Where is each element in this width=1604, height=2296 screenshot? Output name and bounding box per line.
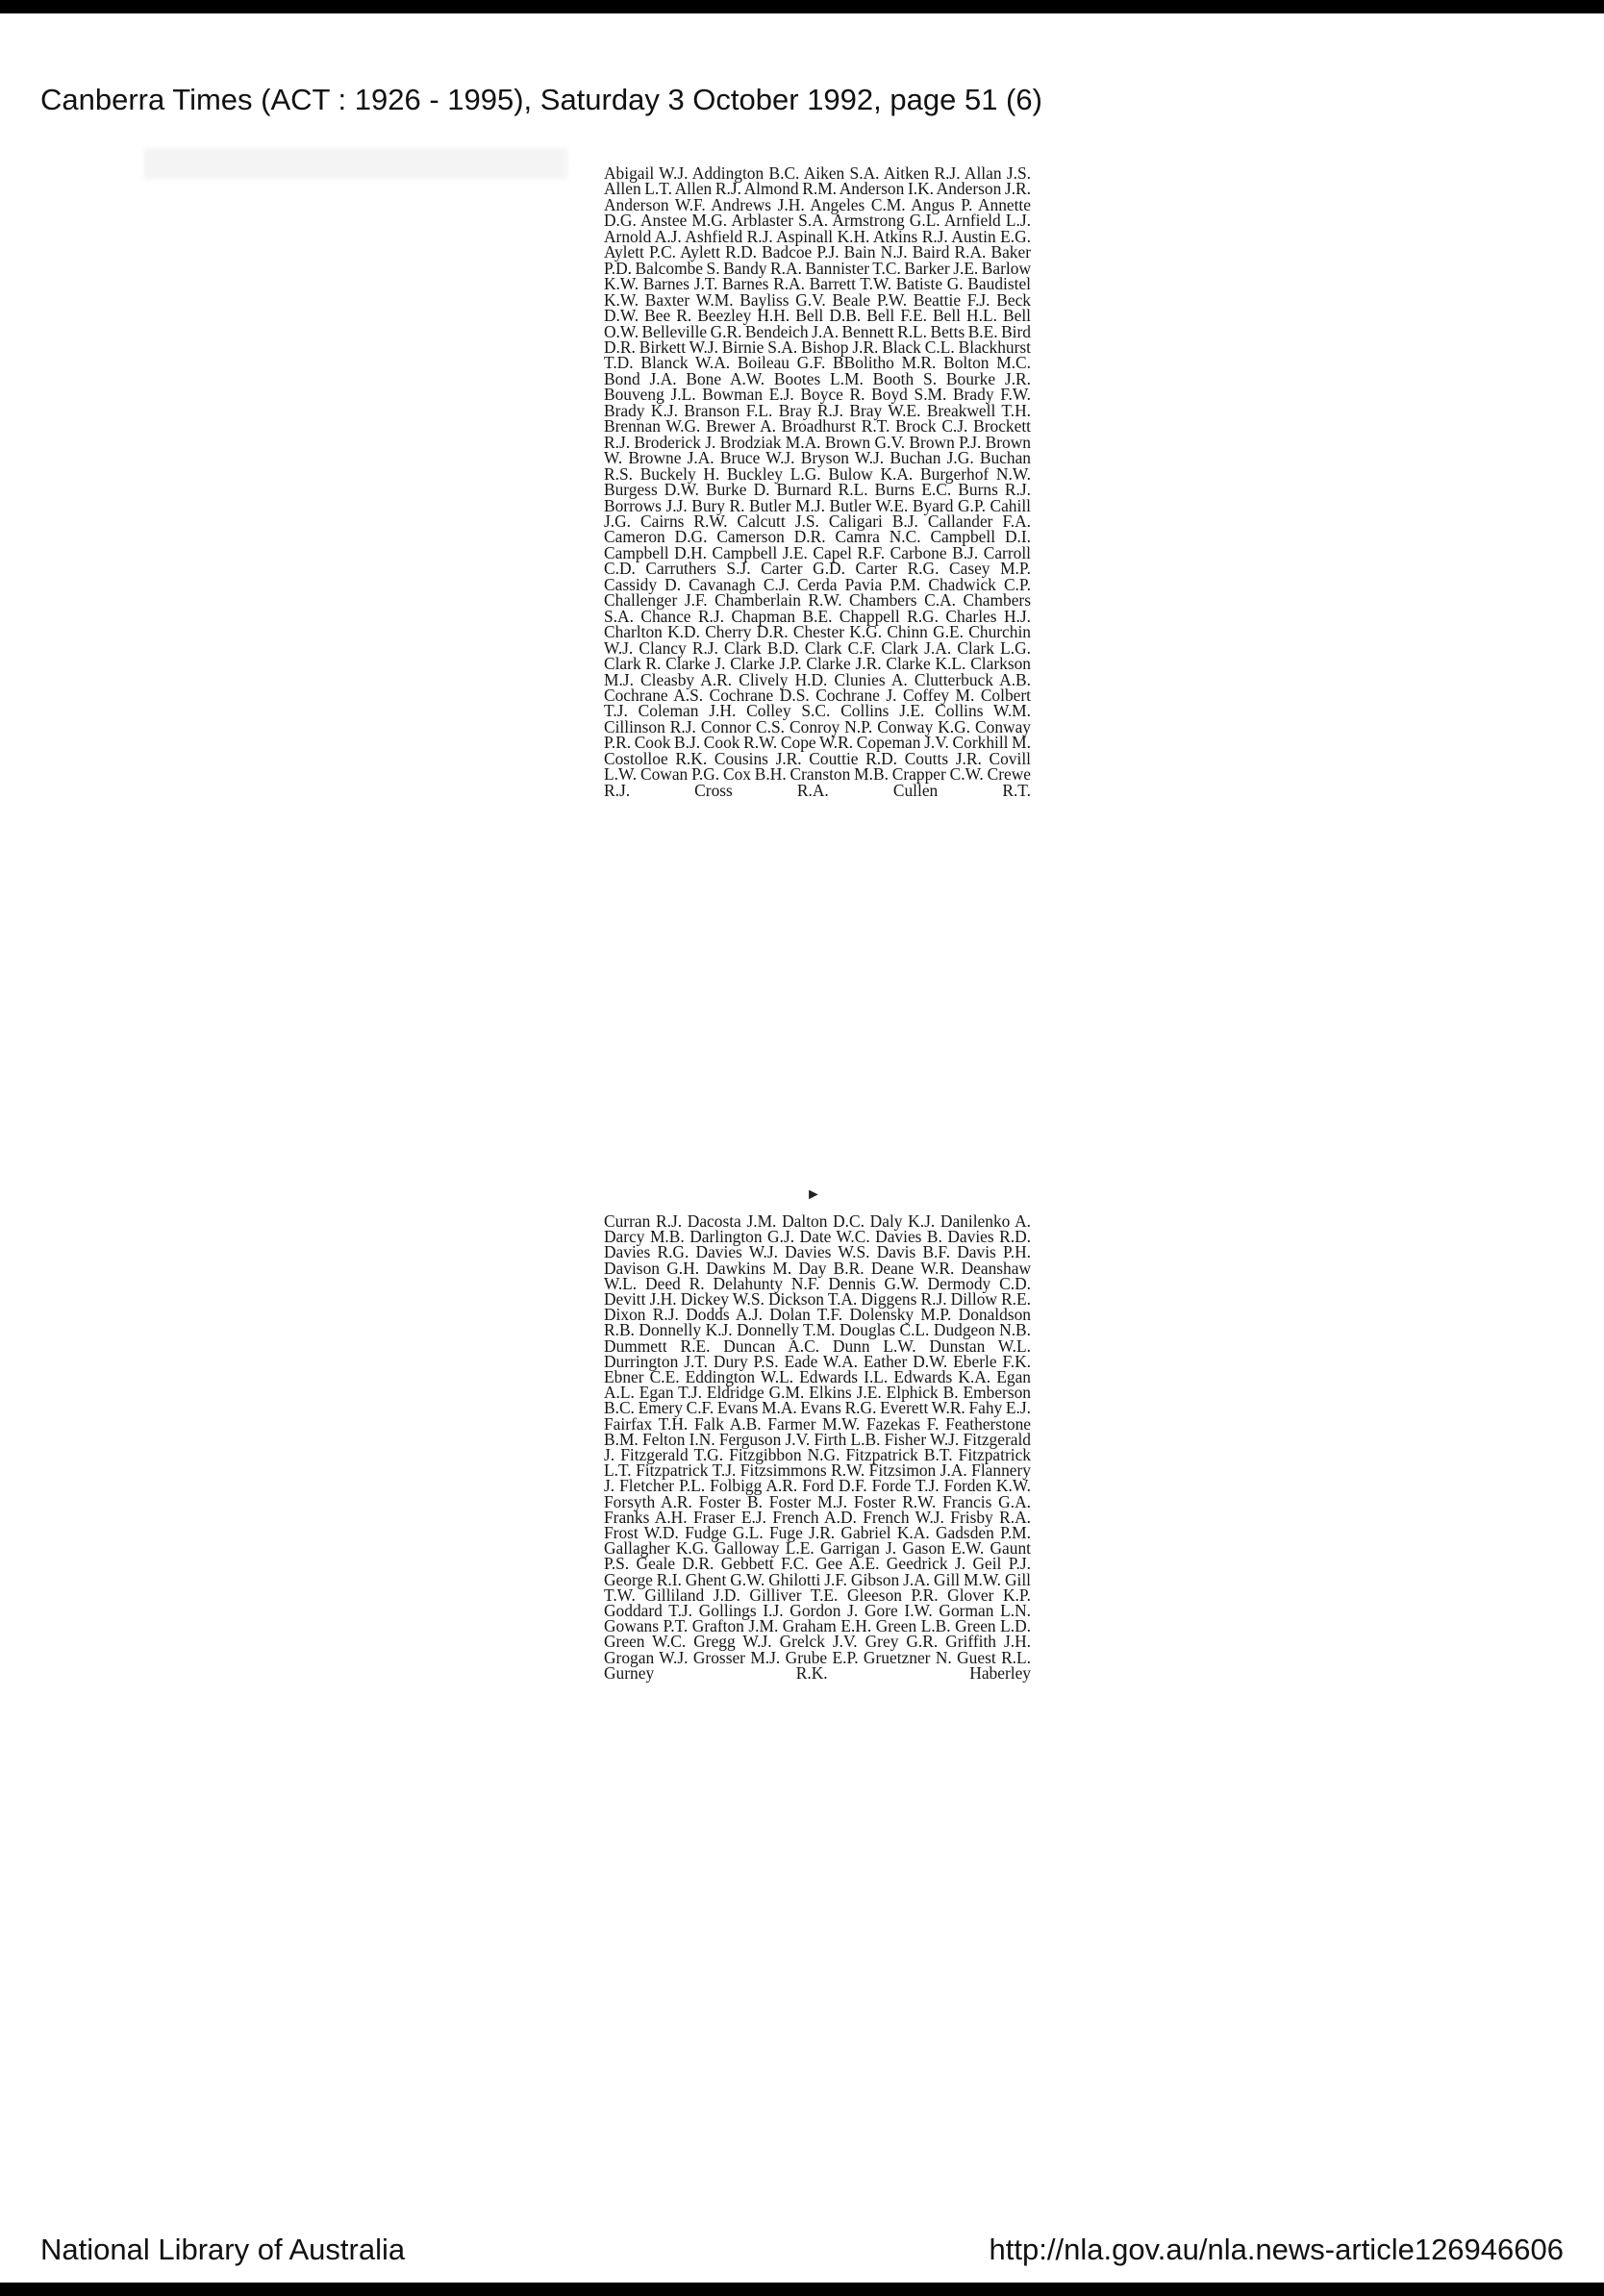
- scan-artifact: [144, 148, 567, 179]
- name-list-column-2: Curran R.J. Dacosta J.M. Dalton D.C. Daly K.J. Danilenko A. Darcy M.B. Darlington G.J. Date W.C. Davies B. Davies R.D. Davies R.G. Davies W.J. Davies W.S. Davis B.F. Davis P.H. Davison G.H. Dawkins M. Day B.R. Deane W.R. Deanshaw W.L. Deed R. Delahunty N.F. Dennis G.W. Dermody C.D. Devitt J.H. Dickey W.S. Dickson T.A. Diggens R.J. Dillow R.E. Dixon R.J. Dodds A.J. Dolan T.F. Dolensky M.P. Donaldson R.B. Donnelly K.J. Donnelly T.M. Douglas C.L. Dudgeon N.B. Dummett R.E. Duncan A.C. Dunn L.W. Dunstan W.L. Durrington J.T. Dury P.S. Eade W.A. Eather D.W. Eberle F.K. Ebner C.E. Eddington W.L. Edwards I.L. Edwards K.A. Egan A.L. Egan T.J. Eldridge G.M. Elkins J.E. Elphick B. Emberson B.C. Emery C.F. Evans M.A. Evans R.G. Everett W.R. Fahy E.J. Fairfax T.H. Falk A.B. Farmer M.W. Fazekas F. Featherstone B.M. Felton I.N. Ferguson J.V. Firth L.B. Fisher W.J. Fitzgerald J. Fitzgerald T.G. Fitzgibbon N.G. Fitzpatrick B.T. Fitzpatrick L.T. Fitzpatrick T.J. Fitzsimmons R.W. Fitzsimon J.A. Flannery J. Fletcher P.L. Folbigg A.R. Ford D.F. Forde T.J. Forden K.W. Forsyth A.R. Foster B. Foster M.J. Foster R.W. Francis G.A. Franks A.H. Fraser E.J. French A.D. French W.J. Frisby R.A. Frost W.D. Fudge G.L. Fuge J.R. Gabriel K.A. Gadsden P.M. Gallagher K.G. Galloway L.E. Garrigan J. Gason E.W. Gaunt P.S. Geale D.R. Gebbett F.C. Gee A.E. Geedrick J. Geil P.J. George R.I. Ghent G.W. Ghilotti J.F. Gibson J.A. Gill M.W. Gill T.W. Gilliland J.D. Gilliver T.E. Gleeson P.R. Glover K.P. Goddard T.J. Gollings I.J. Gordon J. Gore I.W. Gorman L.N. Gowans P.T. Grafton J.M. Graham E.H. Green L.B. Green L.D. Green W.C. Gregg W.J. Grelck J.V. Grey G.R. Griffith J.H. Grogan W.J. Grosser M.J. Grube E.P. Gruetzner N. Guest R.L. Gurney R.K. Haberley: [604, 1213, 1031, 1683]
- footer-url[interactable]: http://nla.gov.au/nla.news-article126946606: [989, 2233, 1564, 2266]
- clipping-mark: ►: [806, 1186, 821, 1203]
- name-list-column-1: Abigail W.J. Addington B.C. Aiken S.A. Aitken R.J. Allan J.S. Allen L.T. Allen R.J. Almond R.M. Anderson I.K. Anderson J.R. Anderson W.F. Andrews J.H. Angeles C.M. Angus P. Annette D.G. Anstee M.G. Arblaster S.A. Armstrong G.L. Arnfield L.J. Arnold A.J. Ashfield R.J. Aspinall K.H. Atkins R.J. Austin E.G. Aylett P.C. Aylett R.D. Badcoe P.J. Bain N.J. Baird R.A. Baker P.D. Balcombe S. Bandy R.A. Bannister T.C. Barker J.E. Barlow K.W. Barnes J.T. Barnes R.A. Barrett T.W. Batiste G. Baudistel K.W. Baxter W.M. Bayliss G.V. Beale P.W. Beattie F.J. Beck D.W. Bee R. Beezley H.H. Bell D.B. Bell F.E. Bell H.L. Bell O.W. Belleville G.R. Bendeich J.A. Bennett R.L. Betts B.E. Bird D.R. Birkett W.J. Birnie S.A. Bishop J.R. Black C.L. Blackhurst T.D. Blanck W.A. Boileau G.F. BBolitho M.R. Bolton M.C. Bond J.A. Bone A.W. Bootes L.M. Booth S. Bourke J.R. Bouveng J.L. Bowman E.J. Boyce R. Boyd S.M. Brady F.W. Brady K.J. Branson F.L. Bray R.J. Bray W.E. Breakwell T.H. Brennan W.G. Brewer A. Broadhurst R.T. Brock C.J. Brockett R.J. Broderick J. Brodziak M.A. Brown G.V. Brown P.J. Brown W. Browne J.A. Bruce W.J. Bryson W.J. Buchan J.G. Buchan R.S. Buckely H. Buckley L.G. Bulow K.A. Burgerhof N.W. Burgess D.W. Burke D. Burnard R.L. Burns E.C. Burns R.J. Borrows J.J. Bury R. Butler M.J. Butler W.E. Byard G.P. Cahill J.G. Cairns R.W. Calcutt J.S. Caligari B.J. Callander F.A. Cameron D.G. Camerson D.R. Camra N.C. Campbell D.I. Campbell D.H. Campbell J.E. Capel R.F. Carbone B.J. Carroll C.D. Carruthers S.J. Carter G.D. Carter R.G. Casey M.P. Cassidy D. Cavanagh C.J. Cerda Pavia P.M. Chadwick C.P. Challenger J.F. Chamberlain R.W. Chambers C.A. Chambers S.A. Chance R.J. Chapman B.E. Chappell R.G. Charles H.J. Charlton K.D. Cherry D.R. Chester K.G. Chinn G.E. Churchin W.J. Clancy R.J. Clark B.D. Clark C.F. Clark J.A. Clark L.G. Clark R. Clarke J. Clarke J.P. Clarke J.R. Clarke K.L. Clarkson M.J. Cleasby A.R. Clively H.D. Clunies A. Clutterbuck A.B. Cochrane A.S. Cochrane D.S. Cochrane J. Coffey M. Colbert T.J. Coleman J.H. Colley S.C. Collins J.E. Collins W.M. Cillinson R.J. Connor C.S. Conroy N.P. Conway K.G. Conway P.R. Cook B.J. Cook R.W. Cope W.R. Copeman J.V. Corkhill M. Costolloe R.K. Cousins J.R. Couttie R.D. Coutts J.R. Covill L.W. Cowan P.G. Cox B.H. Cranston M.B. Crapper C.W. Crewe R.J. Cross R.A. Cullen R.T.: [604, 165, 1031, 800]
- article-clipping-part-2: [602, 1213, 1033, 1986]
- page-title: Canberra Times (ACT : 1926 - 1995), Saturday 3 October 1992, page 51 (6): [40, 83, 1042, 116]
- document-page: [0, 13, 1604, 2283]
- article-clipping-part-1: [602, 165, 1033, 1196]
- footer-source: National Library of Australia: [40, 2233, 406, 2266]
